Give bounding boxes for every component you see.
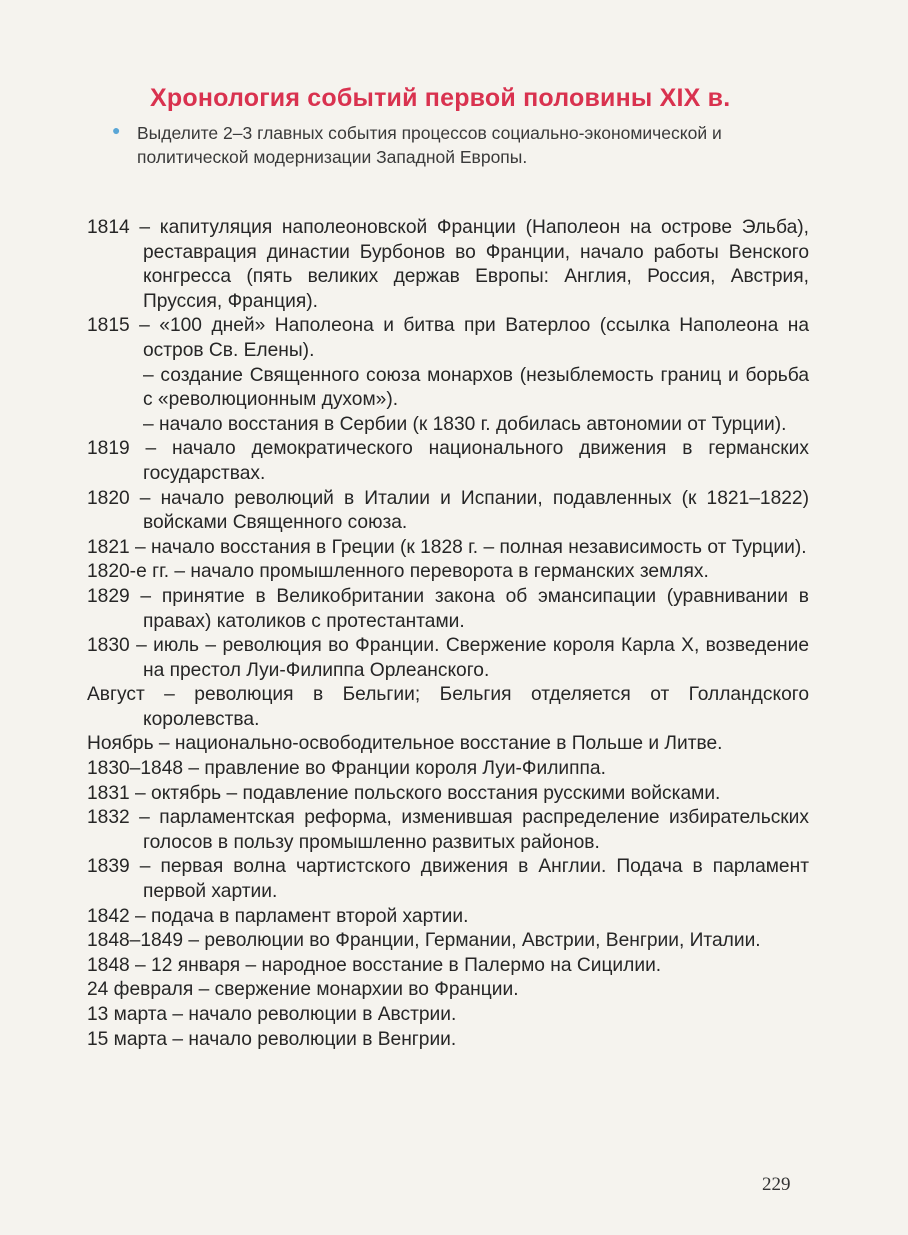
chronology-entry: 1830 – июль – революция во Франции. Свержение короля Карла X, возведение на престол Луи-Филиппа Орлеанского. xyxy=(87,635,809,681)
chronology-list xyxy=(87,216,809,1052)
chronology-entry: 1842 – подача в парламент второй хартии. xyxy=(87,905,469,927)
chronology-entry: 1832 – парламентская реформа, изменившая распределение избирательских голосов в пользу промышленно развитых районов. xyxy=(87,807,809,853)
chronology-entry: – начало восстания в Сербии (к 1830 г. добилась автономии от Турции). xyxy=(143,413,787,435)
chronology-entry: 1814 – капитуляция наполеоновской Франции (Наполеон на острове Эльба), реставрация династии Бурбонов во Франции, начало работы Венского конгресса (пять великих держав Европы: Англия, Россия, Австрия, Пруссия, Франция). xyxy=(87,217,809,312)
chronology-entry: 1848 – 12 января – народное восстание в Палермо на Сицилии. xyxy=(87,954,662,976)
chronology-entry: 24 февраля – свержение монархии во Франции. xyxy=(87,979,519,1001)
chronology-entry: 1815 – «100 дней» Наполеона и битва при Ватерлоо (ссылка Наполеона на остров Св. Елены). xyxy=(87,315,809,361)
chronology-entry: 1820 – начало революций в Италии и Испании, подавленных (к 1821–1822) войсками Священного союза. xyxy=(87,487,809,534)
chronology-entry: 1819 – начало демократического национального движения в германских государствах. xyxy=(87,438,809,484)
chronology-entry: 1821 – начало восстания в Греции (к 1828 г. – полная независимость от Турции). xyxy=(87,536,807,558)
chronology-entry: 1839 – первая волна чартистского движения в Англии. Подача в парламент первой хартии. xyxy=(87,856,809,903)
chronology-entry: 1820-е гг. – начало промышленного переворота в германских землях. xyxy=(87,561,709,583)
chronology-entry: 1829 – принятие в Великобритании закона об эмансипации (уравнивании в правах) католиков с протестантами. xyxy=(87,585,809,632)
chronology-entry: 1848–1849 – революции во Франции, Германии, Австрии, Венгрии, Италии. xyxy=(87,930,761,952)
page-number: 229 xyxy=(762,1174,791,1195)
chronology-entry: 13 марта – начало революции в Австрии. xyxy=(87,1004,457,1025)
chronology-entry: Август – революция в Бельгии; Бельгия отделяется от Голландского королевства. xyxy=(87,684,809,730)
chronology-entry: 15 марта – начало революции в Венгрии. xyxy=(87,1028,457,1050)
chronology-entry: 1830–1848 – правление во Франции короля Луи-Филиппа. xyxy=(87,758,606,780)
page-title: Хронология событий первой половины XIX в. xyxy=(150,84,731,112)
task-text: Выделите 2–3 главных события процессов социально-экономической и политической модернизации Западной Европы. xyxy=(137,123,722,167)
chronology-entry: 1831 – октябрь – подавление польского восстания русскими войсками. xyxy=(87,782,721,804)
bullet-dot-icon: ● xyxy=(112,122,121,138)
chronology-entry: – создание Священного союза монархов (незыблемость границ и борьба с «революционным духом»). xyxy=(143,364,809,411)
chronology-entry: Ноябрь – национально-освободительное восстание в Польше и Литве. xyxy=(87,733,723,755)
